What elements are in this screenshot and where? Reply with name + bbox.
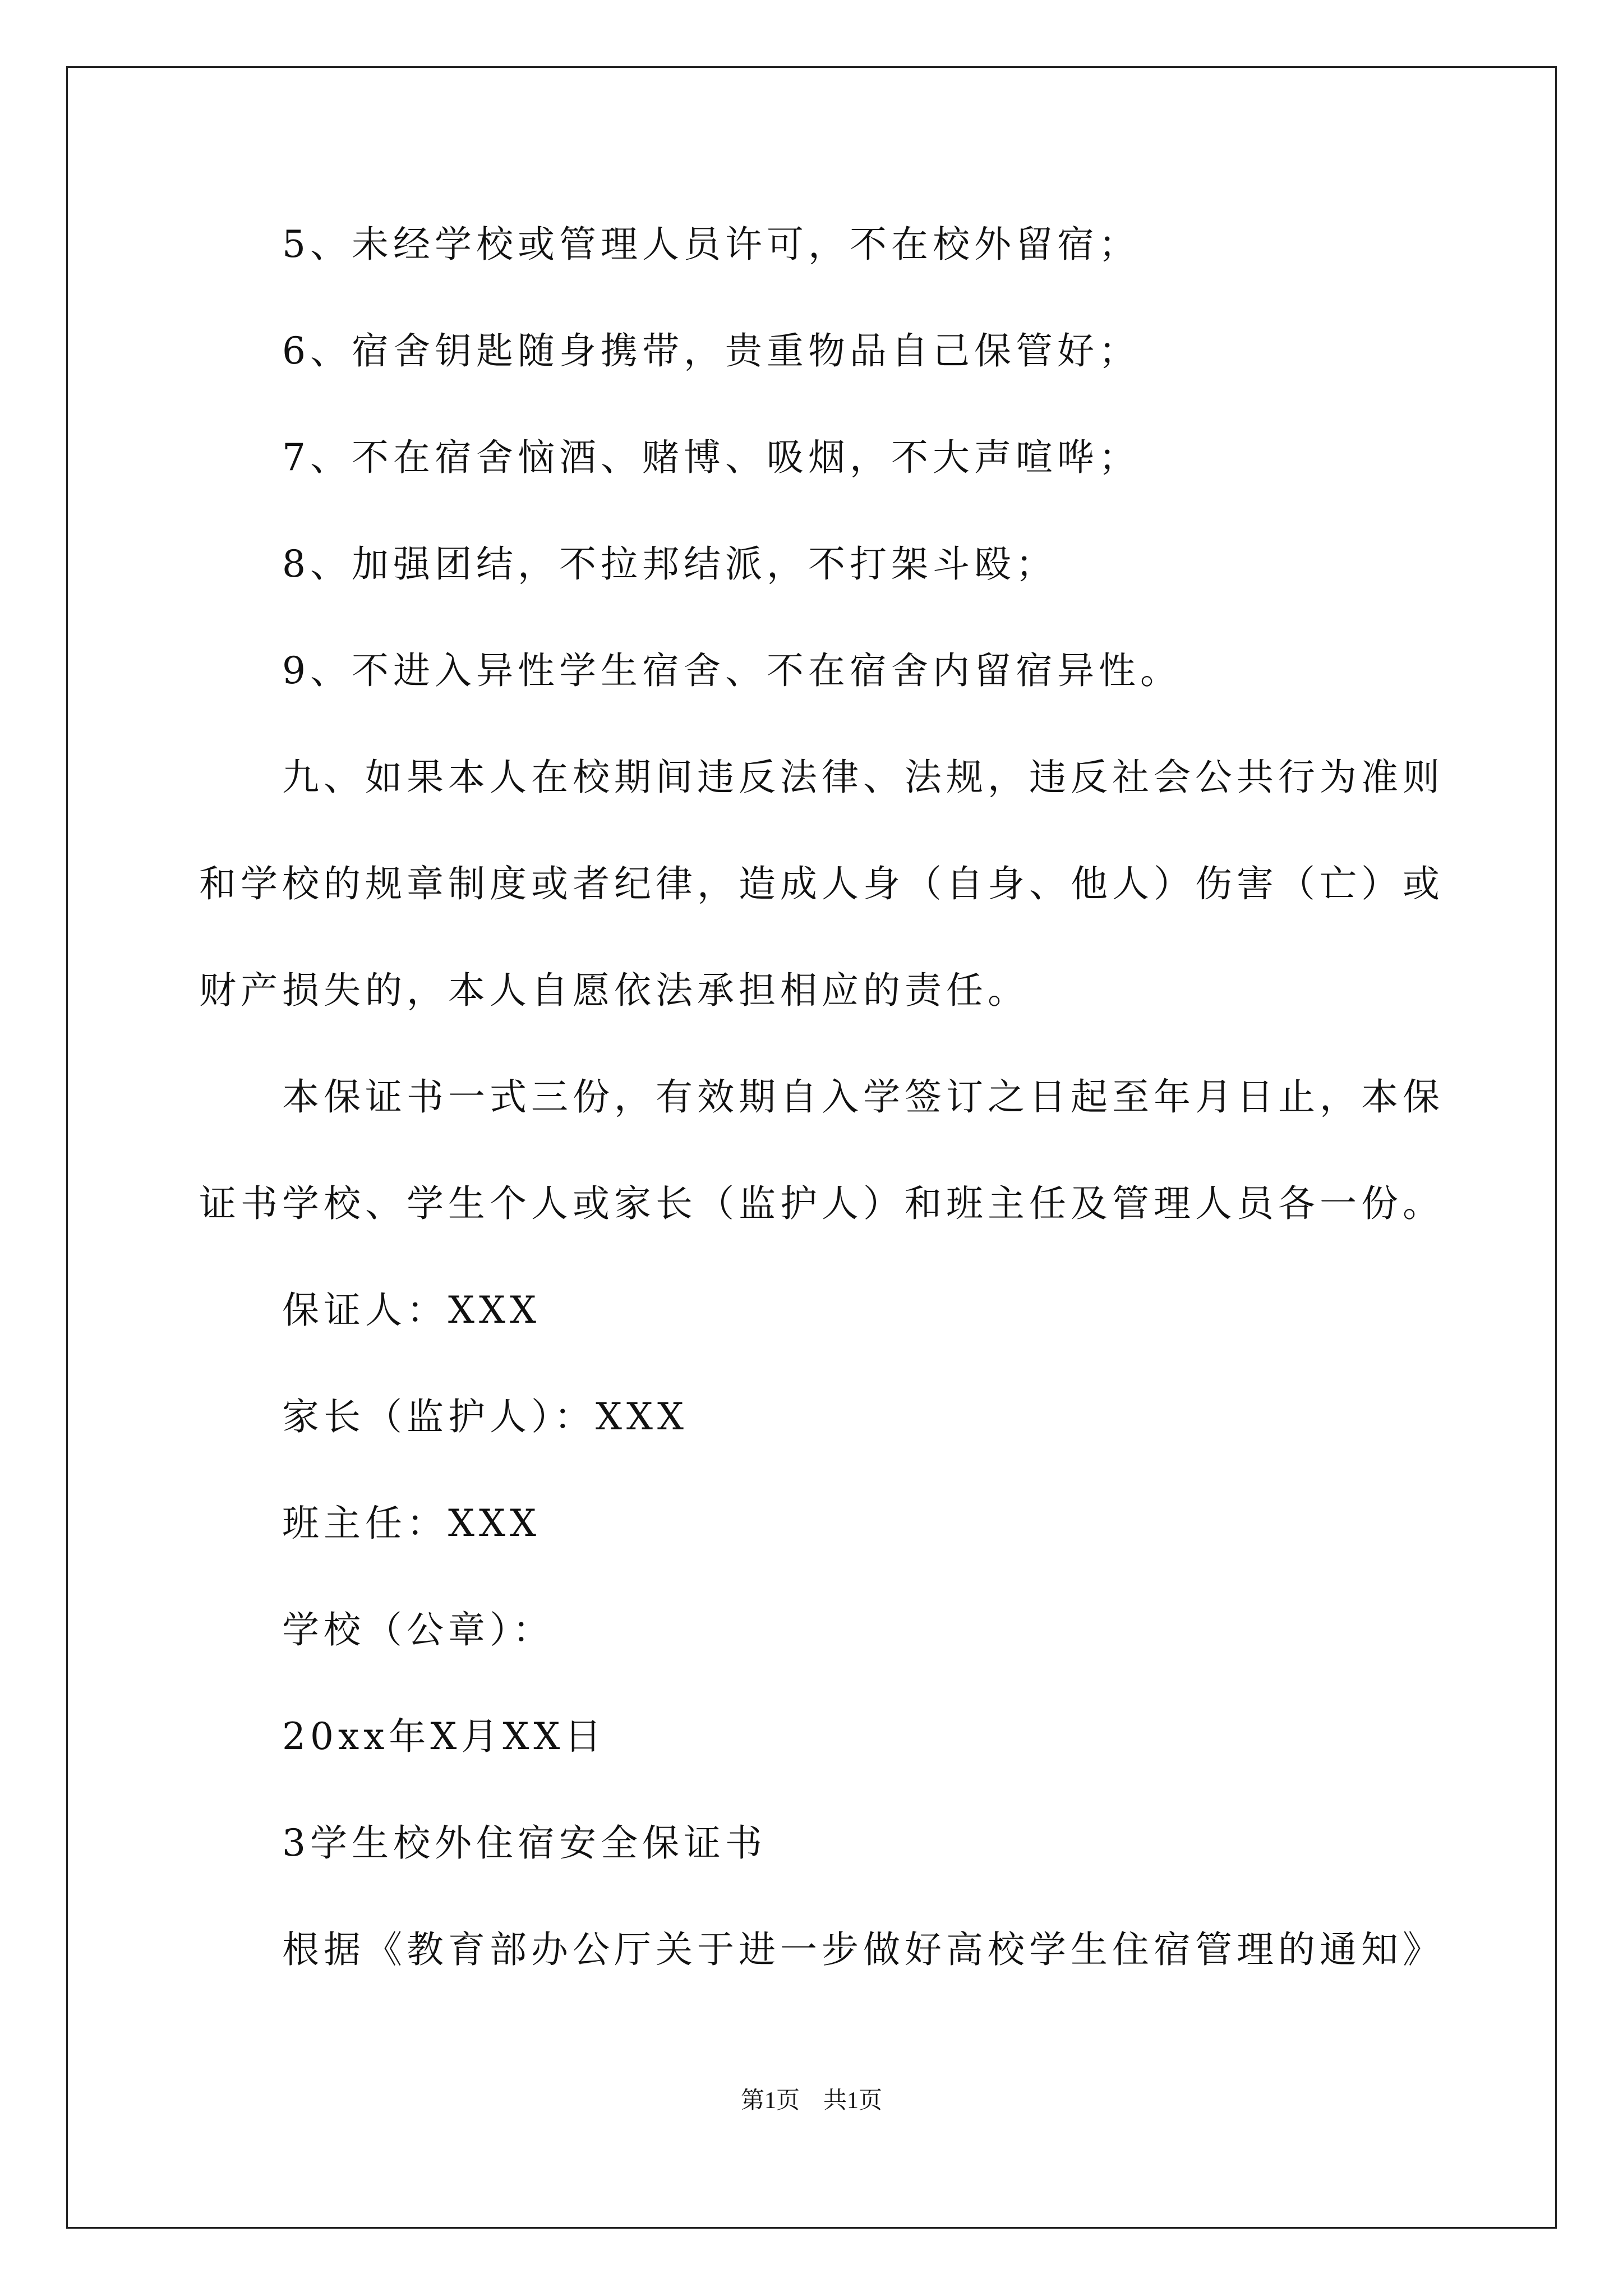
copies-paragraph-line-1: 本保证书一式三份，有效期自入学签订之日起至年月日止，本保 bbox=[282, 1075, 1444, 1119]
rule-item-7: 7、不在宿舍恼酒、赌博、吸烟，不大声喧哗； bbox=[282, 436, 1140, 479]
copies-paragraph-line-2: 证书学校、学生个人或家长（监护人）和班主任及管理人员各一份。 bbox=[199, 1182, 1444, 1225]
guardian-signature: 家长（监护人）：XXX bbox=[282, 1395, 688, 1438]
clause-nine-line-2: 和学校的规章制度或者纪律，造成人身（自身、他人）伤害（亡）或 bbox=[199, 862, 1444, 905]
rule-item-9: 9、不进入异性学生宿舍、不在宿舍内留宿异性。 bbox=[282, 649, 1182, 692]
clause-nine-line-3: 财产损失的，本人自愿依法承担相应的责任。 bbox=[199, 969, 1029, 1012]
rule-item-6: 6、宿舍钥匙随身携带，贵重物品自己保管好； bbox=[282, 329, 1140, 372]
clause-nine-line-1: 九、如果本人在校期间违反法律、法规，违反社会公共行为准则 bbox=[282, 756, 1444, 799]
section-heading: 3学生校外住宿安全保证书 bbox=[282, 1821, 767, 1865]
head-teacher-signature: 班主任：XXX bbox=[282, 1502, 541, 1545]
page-border bbox=[66, 66, 1557, 2229]
rule-item-8: 8、加强团结，不拉邦结派，不打架斗殴； bbox=[282, 542, 1057, 586]
school-seal: 学校（公章）： bbox=[282, 1608, 554, 1651]
intro-paragraph-line-1: 根据《教育部办公厅关于进一步做好高校学生住宿管理的通知》 bbox=[282, 1928, 1444, 1971]
rule-item-5: 5、未经学校或管理人员许可，不在校外留宿； bbox=[282, 223, 1140, 266]
page-footer: 第1页 共1页 bbox=[740, 2088, 882, 2114]
guarantor-signature: 保证人：XXX bbox=[282, 1289, 541, 1332]
date-line: 20xx年X月XX日 bbox=[282, 1715, 606, 1758]
